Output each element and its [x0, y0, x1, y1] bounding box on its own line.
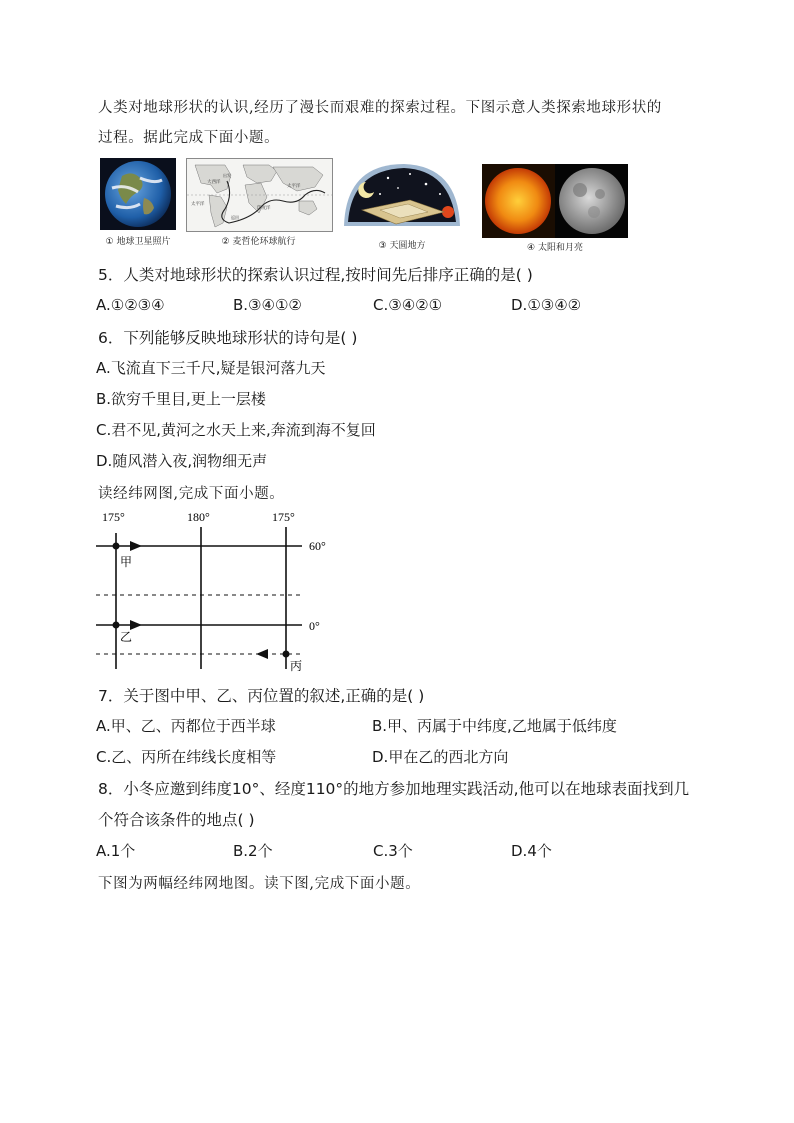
- label-bing: 丙: [290, 659, 303, 673]
- q8-option-a[interactable]: A.1个: [96, 842, 136, 860]
- lon-label-3: 175°: [272, 510, 295, 524]
- q7-stem: 7．关于图中甲、乙、丙位置的叙述,正确的是( ): [98, 687, 425, 705]
- map-label-indian: 印度洋: [257, 205, 271, 210]
- lon-label-2: 180°: [187, 510, 210, 524]
- point-yi: [113, 622, 120, 629]
- lat-label-60: 60°: [309, 539, 326, 553]
- q5-option-a[interactable]: A.①②③④: [96, 296, 165, 314]
- lon-label-1: 175°: [102, 510, 125, 524]
- q8-stem-line-1: 8．小冬应邀到纬度10°、经度110°的地方参加地理实践活动,他可以在地球表面找到几: [98, 780, 690, 798]
- map-label-return: 返回: [231, 215, 239, 220]
- q5-option-b[interactable]: B.③④①②: [233, 296, 302, 314]
- picture-2-caption: ② 麦哲伦环球航行: [221, 237, 296, 247]
- intro-line-2: 过程。据此完成下面小题。: [98, 130, 280, 146]
- point-jia: [113, 543, 120, 550]
- q6-option-a[interactable]: A.飞流直下三千尺,疑是银河落九天: [96, 359, 326, 377]
- q8-option-d[interactable]: D.4个: [511, 842, 552, 860]
- earth-satellite-photo-icon: [100, 158, 176, 230]
- q8-option-c[interactable]: C.3个: [373, 842, 413, 860]
- q6-option-c[interactable]: C.君不见,黄河之水天上来,奔流到海不复回: [96, 421, 376, 439]
- map-label-pacific-2: 太平洋: [191, 201, 205, 206]
- round-sky-square-earth-icon: [340, 160, 464, 232]
- q5-option-c[interactable]: C.③④②①: [373, 296, 443, 314]
- q6-stem: 6．下列能够反映地球形状的诗句是( ): [98, 329, 358, 347]
- q7-option-d[interactable]: D.甲在乙的西北方向: [372, 748, 509, 766]
- picture-1-caption: ① 地球卫星照片: [105, 237, 171, 247]
- map-label-atlantic: 大西洋: [207, 179, 221, 184]
- q8-option-b[interactable]: B.2个: [233, 842, 273, 860]
- lat-lon-grid-diagram: [90, 505, 350, 675]
- q5-stem: 5．人类对地球形状的探索认识过程,按时间先后排序正确的是( ): [98, 266, 533, 284]
- intro-2: 读经纬网图,完成下面小题。: [98, 486, 285, 502]
- q6-option-b[interactable]: B.欲穷千里目,更上一层楼: [96, 390, 266, 408]
- q8-stem-line-2: 个符合该条件的地点( ): [98, 811, 255, 829]
- point-bing: [283, 651, 290, 658]
- intro-3: 下图为两幅经纬网地图。读下图,完成下面小题。: [98, 876, 421, 892]
- sun-and-moon-icon: [482, 164, 628, 238]
- arrow-jia-east: [130, 541, 142, 551]
- lat-label-0: 0°: [309, 619, 320, 633]
- intro-line-1: 人类对地球形状的认识,经历了漫长而艰难的探索过程。下图示意人类探索地球形状的: [98, 100, 662, 116]
- q5-option-d[interactable]: D.①③④②: [511, 296, 582, 314]
- label-yi: 乙: [120, 630, 133, 644]
- map-label-pacific-1: 太平洋: [287, 183, 301, 188]
- arrow-yi-east: [130, 620, 142, 630]
- picture-4-caption: ④ 太阳和月亮: [527, 243, 583, 253]
- map-label-start: 出发: [223, 173, 231, 178]
- arrow-bing-west: [256, 649, 268, 659]
- q7-option-b[interactable]: B.甲、丙属于中纬度,乙地属于低纬度: [372, 717, 617, 735]
- q6-option-d[interactable]: D.随风潜入夜,润物细无声: [96, 452, 268, 470]
- q7-option-c[interactable]: C.乙、丙所在纬线长度相等: [96, 748, 277, 766]
- picture-3-caption: ③ 天圆地方: [378, 241, 426, 251]
- magellan-route-map-icon: [186, 158, 333, 232]
- q7-option-a[interactable]: A.甲、乙、丙都位于西半球: [96, 717, 276, 735]
- label-jia: 甲: [120, 555, 133, 569]
